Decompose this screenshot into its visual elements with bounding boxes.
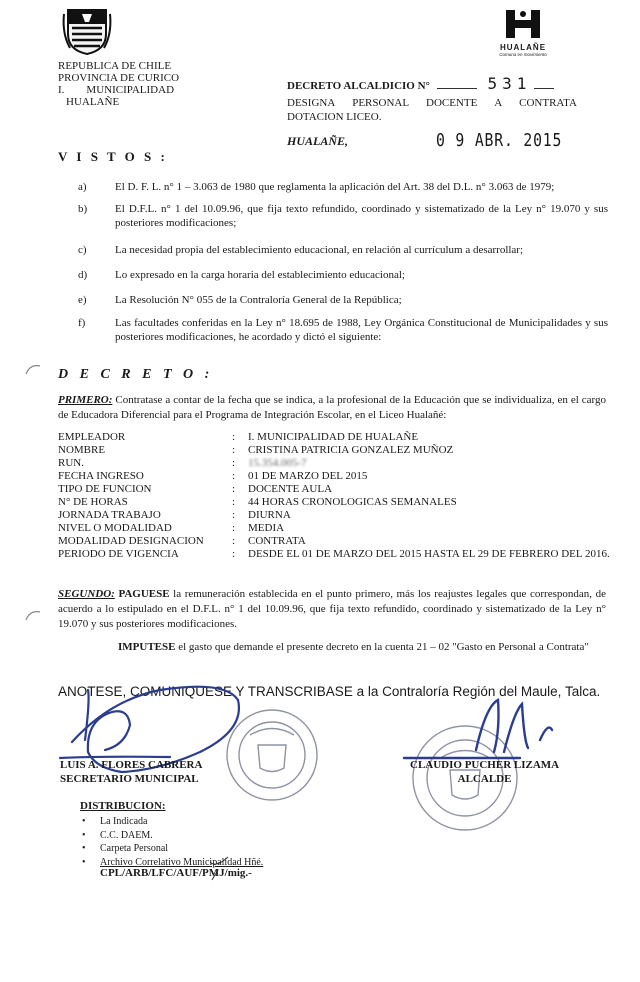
field-label: FECHA INGRESO: [58, 470, 144, 482]
field-label: RUN.: [58, 457, 84, 469]
item-text: Las facultades conferidas en la Ley n° 18.695 de 1988, Ley Orgánica Constitucional de Municipalidades y sus posteriores modificaciones, he acordado y dictó el siguiente:: [115, 317, 608, 343]
table-row: PERIODO DE VIGENCIA : DESDE EL 01 DE MARZO DEL 2015 HASTA EL 29 DE FEBRERO DEL 2016.: [58, 548, 618, 574]
decreto-subject: [287, 96, 577, 124]
header-line: REPUBLICA DE CHILE: [58, 60, 172, 72]
item-text: El D. F. L. n° 1 – 3.063 de 1980 que reglamenta la aplicación del Art. 38 del D.L. n° 3.063 de 1979;: [115, 181, 555, 193]
field-value: MEDIA: [248, 522, 285, 534]
field-label: MODALIDAD DESIGNACION: [58, 535, 204, 547]
municipal-crest-icon: [62, 4, 112, 56]
table-row: TIPO DE FUNCION : DOCENTE AULA: [58, 483, 333, 495]
item-key: f): [78, 317, 86, 329]
item-key: d): [78, 269, 88, 281]
field-value: DIURNA: [248, 509, 291, 521]
table-row: MODALIDAD DESIGNACION : CONTRATA: [58, 535, 306, 547]
field-label: PERIODO DE VIGENCIA: [58, 548, 179, 560]
header-line: I. MUNICIPALIDAD: [58, 84, 175, 96]
signature-right: [410, 758, 559, 786]
secretario-name: LUIS A. FLORES CABRERA: [60, 759, 203, 771]
date-stamp: 0 9 ABR. 2015: [436, 130, 563, 151]
logo-tagline: Comuna en movimiento: [499, 52, 547, 57]
segundo-paragraph: [58, 587, 606, 632]
punch-mark-icon: [24, 362, 42, 378]
subject-word: CONTRATA: [519, 97, 577, 109]
decreto-label: DECRETO ALCALDICIO N°: [287, 80, 430, 92]
field-value: 01 DE MARZO DEL 2015: [248, 470, 368, 482]
segundo-bold: PAGUESE: [114, 588, 170, 600]
table-row: N° DE HORAS : 44 HORAS CRONOLOGICAS SEMANALES: [58, 496, 457, 508]
segundo-label: SEGUNDO:: [58, 588, 115, 600]
field-label: N° DE HORAS: [58, 496, 128, 508]
imputese-label: IMPUTESE: [118, 641, 176, 653]
subject-word: DOCENTE: [426, 97, 478, 109]
field-value: DESDE EL 01 DE MARZO DEL 2015 HASTA EL 29 DE FEBRERO DEL 2016.: [248, 548, 610, 560]
table-row: NOMBRE : CRISTINA PATRICIA GONZALEZ MUÑOZ: [58, 444, 454, 456]
item-key: b): [78, 203, 88, 215]
header-line: PROVINCIA DE CURICO: [58, 72, 180, 84]
field-label: TIPO DE FUNCION: [58, 483, 152, 495]
list-item: • Archivo Correlativo Municipalidad Hñé.: [80, 856, 263, 870]
list-item: • La Indicada: [80, 815, 263, 829]
vistos-title: V I S T O S :: [58, 149, 168, 164]
secretario-title: SECRETARIO MUNICIPAL: [60, 773, 199, 785]
punch-mark-icon: [24, 608, 42, 624]
table-row: JORNADA TRABAJO : DIURNA: [58, 509, 291, 521]
field-value: CONTRATA: [248, 535, 306, 547]
segundo-text: la remuneración establecida en el punto primero, más los reajustes legales que correspondan, de acuerdo a lo estipulado en el D.F.L. n° 1 del 10.09.96, que fija texto refundido, coordinado y sistematizado de la Ley n° 19.070 y sus posteriores modificaciones.: [58, 588, 606, 630]
stamp-secretario-icon: [227, 710, 317, 800]
distribucion-title: DISTRIBUCION:: [80, 800, 166, 812]
primero-label: PRIMERO:: [58, 394, 113, 406]
item-key: c): [78, 244, 87, 256]
anotese-paragraph: ANOTESE, COMUNIQUESE Y TRANSCRIBASE a la Contraloría Región del Maule, Talca.: [58, 684, 601, 699]
header-line: HUALAÑE: [66, 96, 120, 108]
item-text: La Resolución N° 055 de la Contraloría General de la República;: [115, 294, 402, 306]
item-text: El D.F.L. n° 1 del 10.09.96, que fija texto refundido, coordinado y sistematizado de la Ley n° 19.070 y sus posteriores modificaciones;: [115, 203, 608, 229]
item-key: a): [78, 181, 87, 193]
subject-line-2: DOTACION LICEO.: [287, 111, 382, 123]
place: HUALAÑE,: [287, 134, 349, 148]
subject-word: DESIGNA: [287, 97, 336, 109]
distribucion-list: [80, 815, 263, 869]
alcalde-name: CLAUDIO PUCHER LIZAMA: [410, 759, 560, 771]
employee-data-table: [58, 431, 618, 574]
field-label: NOMBRE: [58, 444, 106, 456]
list-item: • C.C. DAEM.: [80, 829, 263, 843]
logo-text: HUALAÑE: [499, 43, 547, 52]
field-label: EMPLEADOR: [58, 431, 126, 443]
decreto-title: D E C R E T O :: [58, 367, 214, 382]
decreto-number-line: [287, 74, 554, 93]
decreto-number: 531: [487, 74, 532, 93]
signature-left: [60, 758, 202, 786]
table-row: NIVEL O MODALIDAD : MEDIA: [58, 522, 285, 534]
field-value: DOCENTE AULA: [248, 483, 333, 495]
subject-word: A: [494, 97, 503, 109]
signature-alcalde-icon: [404, 700, 552, 758]
field-value: 44 HORAS CRONOLOGICAS SEMANALES: [248, 496, 457, 508]
hualane-logo: [496, 8, 550, 57]
field-label: JORNADA TRABAJO: [58, 509, 161, 521]
field-value: I. MUNICIPALIDAD DE HUALAÑE: [248, 431, 419, 443]
table-row: EMPLEADOR : I. MUNICIPALIDAD DE HUALAÑE: [58, 431, 419, 443]
list-item: • Carpeta Personal: [80, 842, 263, 856]
field-value-redacted: 15.354.005-7: [248, 457, 307, 469]
imputese-paragraph: [58, 640, 606, 655]
table-row: RUN. : 15.354.005-7: [58, 457, 307, 469]
header-institution: [58, 60, 179, 108]
item-text: Lo expresado en la carga horaria del establecimiento educacional;: [115, 269, 405, 281]
subject-word: PERSONAL: [352, 97, 410, 109]
field-label: NIVEL O MODALIDAD: [58, 522, 172, 534]
field-value: CRISTINA PATRICIA GONZALEZ MUÑOZ: [248, 444, 454, 456]
item-text: La necesidad propia del establecimiento educacional, en relación al currículum a desarrollar;: [115, 244, 524, 256]
item-key: e): [78, 294, 87, 306]
primero-text: Contratase a contar de la fecha que se indica, a la profesional de la Educación que se individualiza, en el cargo de Educadora Diferencial para el Programa de Integración Escolar, en el Liceo Hualañé:: [58, 394, 606, 421]
hualane-logo-icon: [503, 8, 543, 40]
imputese-text: el gasto que demande el presente decreto en la cuenta 21 – 02 "Gasto en Personal a Contrata": [175, 641, 589, 653]
alcalde-title: ALCALDE: [457, 773, 512, 785]
table-row: FECHA INGRESO : 01 DE MARZO DEL 2015: [58, 470, 368, 482]
distribution-codes: CPL/ARB/LFC/AUF/PMJ/mig.-: [100, 867, 252, 879]
primero-paragraph: [58, 393, 606, 423]
